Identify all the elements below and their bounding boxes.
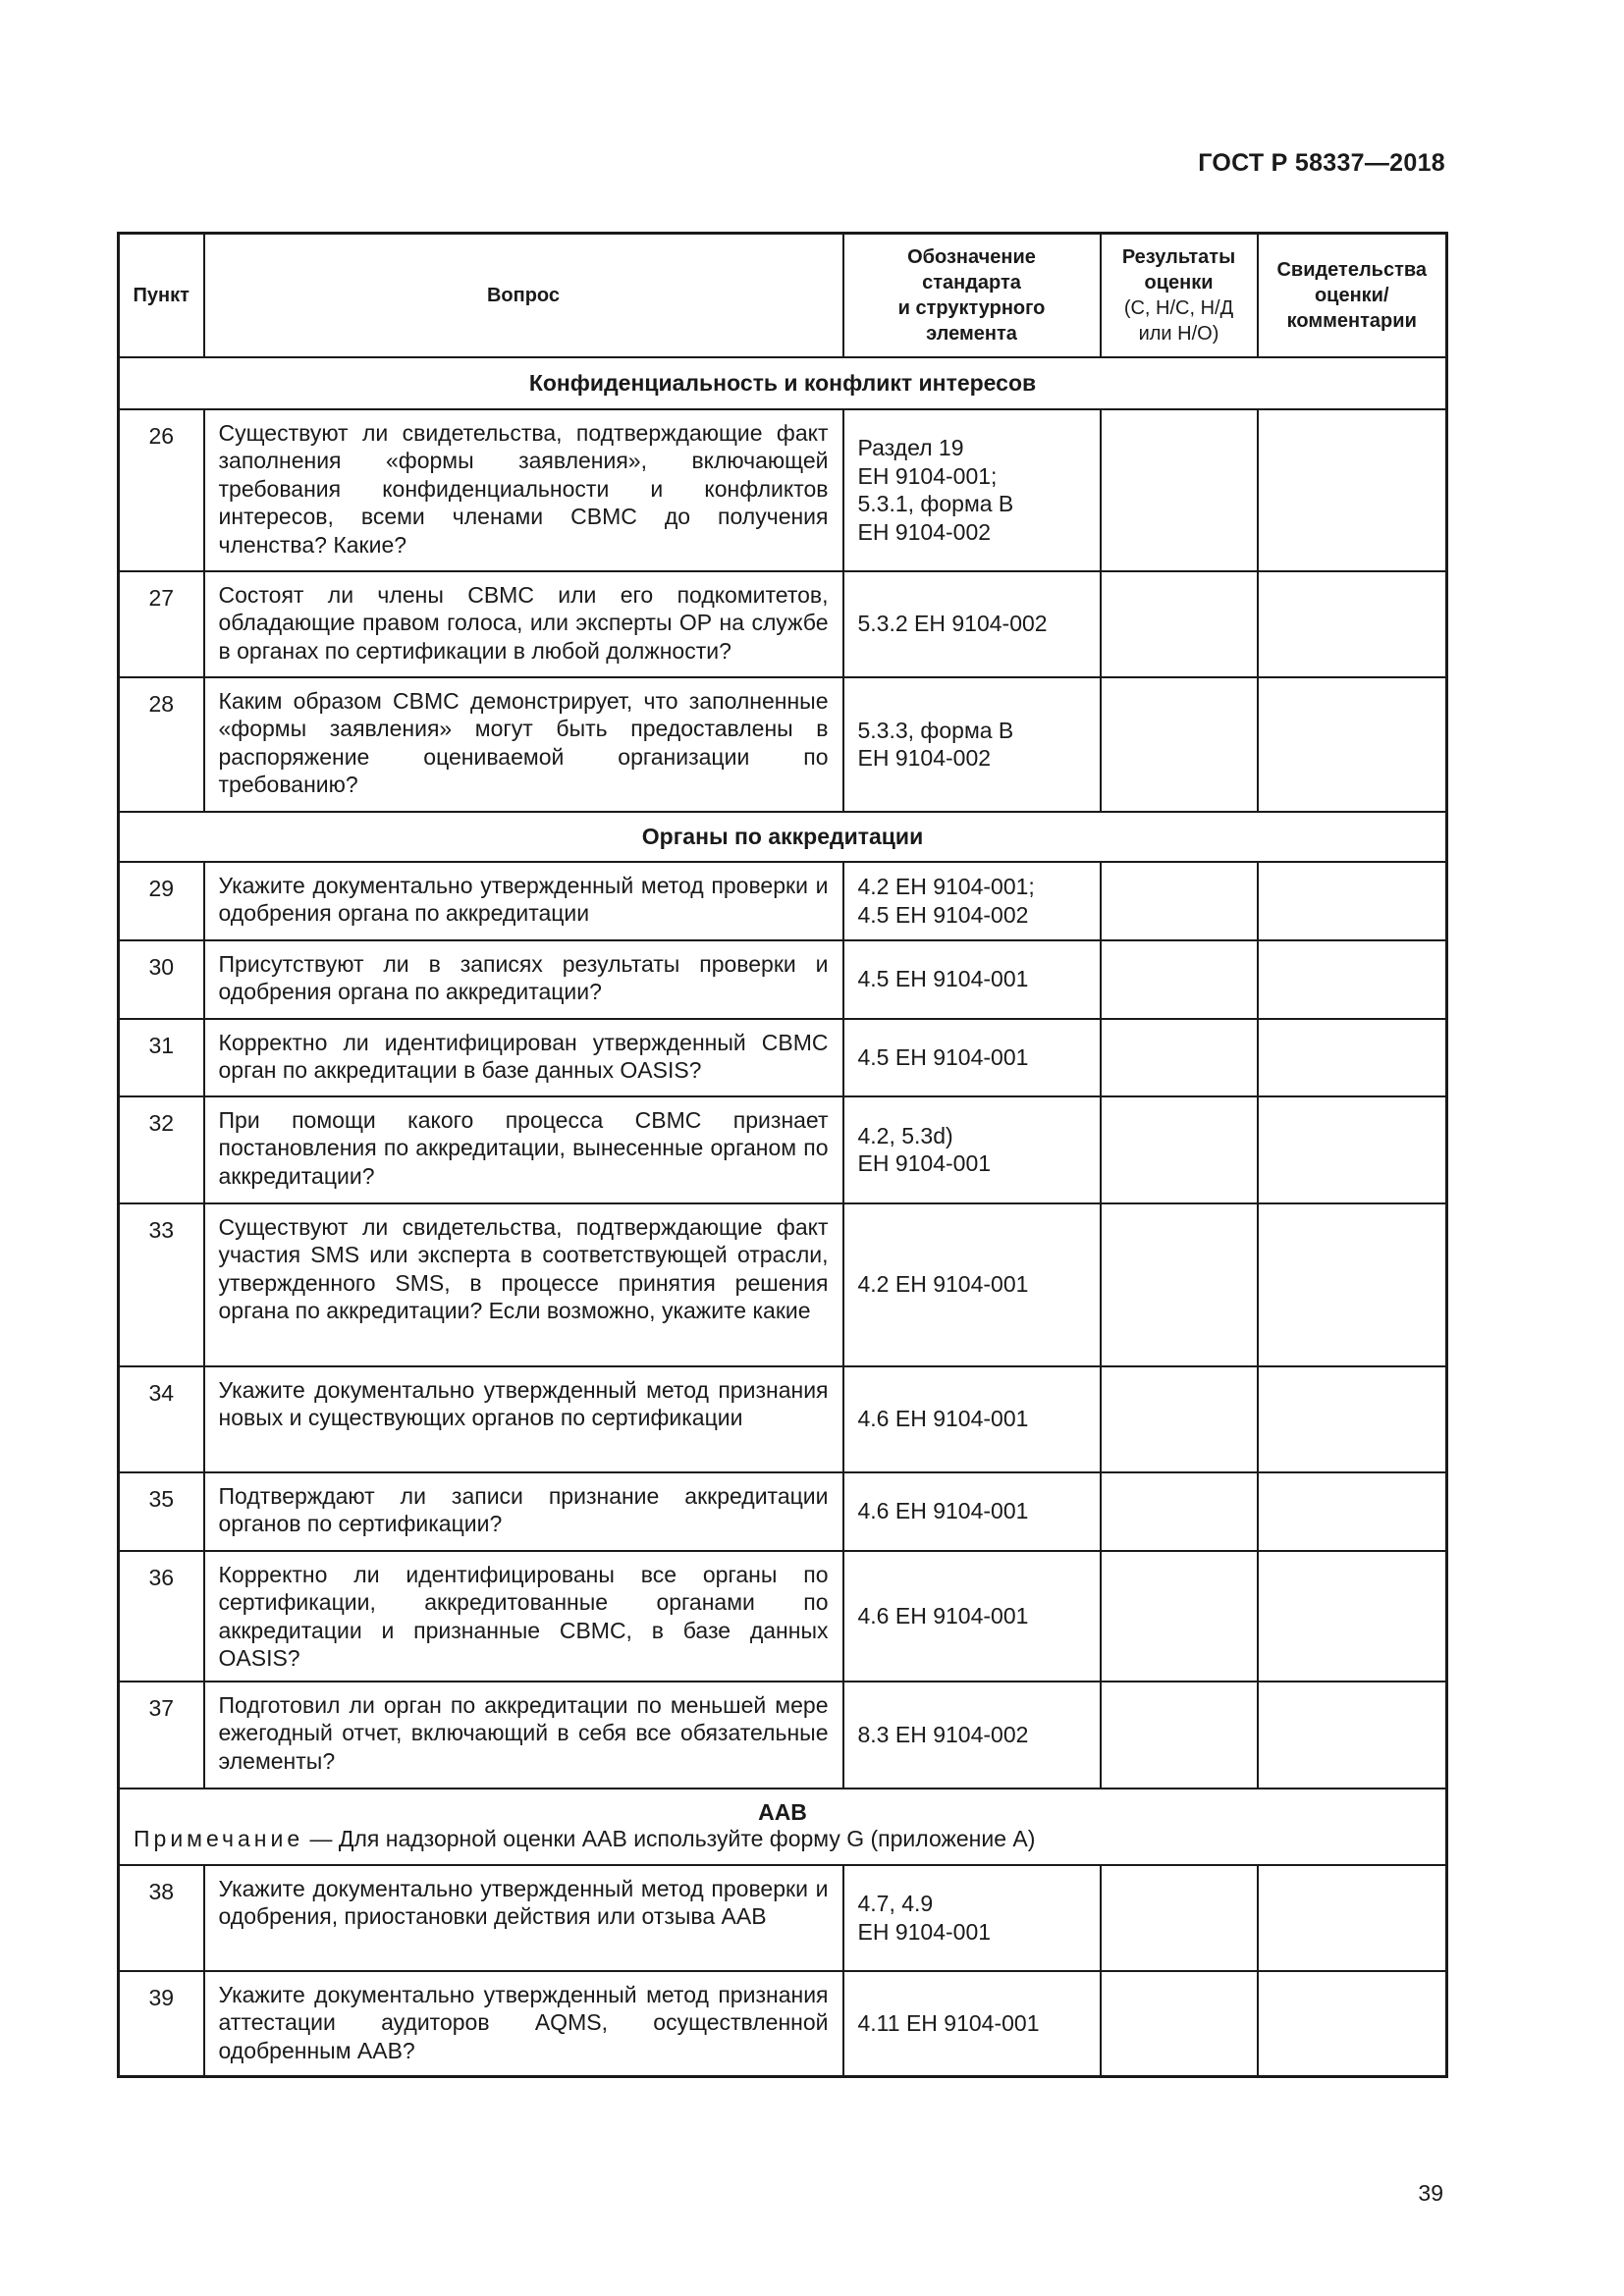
section-row-aab bbox=[119, 1789, 1447, 1865]
question-text: Существуют ли свидетельства, подтверждающие факт участия SMS или эксперта в соответствующей отрасли, утвержденного SMS, в процессе принятия решения органа по аккредитации? Если возможно, укажите какие bbox=[204, 1203, 843, 1366]
evidence-cell[interactable] bbox=[1258, 1865, 1447, 1971]
question-text: Укажите документально утвержденный метод проверки и одобрения органа по аккредитации bbox=[204, 862, 843, 940]
result-cell[interactable] bbox=[1101, 1096, 1258, 1203]
standard-ref: 5.3.2 ЕН 9104-002 bbox=[843, 571, 1101, 677]
item-number: 30 bbox=[119, 940, 204, 1019]
aab-note bbox=[120, 1826, 1445, 1864]
item-number: 38 bbox=[119, 1865, 204, 1971]
evidence-cell[interactable] bbox=[1258, 571, 1447, 677]
standard-ref: 4.6 ЕН 9104-001 bbox=[843, 1472, 1101, 1551]
col-header-standard: Обозначение стандарта и структурного элемента bbox=[843, 234, 1101, 357]
item-number: 31 bbox=[119, 1019, 204, 1096]
item-number: 36 bbox=[119, 1551, 204, 1682]
evidence-cell[interactable] bbox=[1258, 1551, 1447, 1682]
question-text: Каким образом СВМС демонстрирует, что заполненные «формы заявления» могут быть предоставлены в распоряжение оцениваемой организации по требованию? bbox=[204, 677, 843, 812]
evidence-cell[interactable] bbox=[1258, 677, 1447, 812]
item-number: 34 bbox=[119, 1366, 204, 1472]
item-number: 37 bbox=[119, 1682, 204, 1789]
section-aab bbox=[119, 1789, 1447, 1865]
standard-ref: 4.2 ЕН 9104-001; 4.5 ЕН 9104-002 bbox=[843, 862, 1101, 940]
table-row bbox=[119, 1019, 1447, 1096]
col-header-item: Пункт bbox=[119, 234, 204, 357]
standard-ref: 8.3 ЕН 9104-002 bbox=[843, 1682, 1101, 1789]
result-cell[interactable] bbox=[1101, 1971, 1258, 2077]
standard-ref: 4.11 ЕН 9104-001 bbox=[843, 1971, 1101, 2077]
result-cell[interactable] bbox=[1101, 1366, 1258, 1472]
question-text: Корректно ли идентифицированы все органы по сертификации, аккредитованные органами по аккредитации и признанные СВМС, в базе данных OASIS? bbox=[204, 1551, 843, 1682]
question-text: Укажите документально утвержденный метод признания новых и существующих органов по сертификации bbox=[204, 1366, 843, 1472]
evidence-cell[interactable] bbox=[1258, 409, 1447, 571]
section-title: ААВ bbox=[758, 1798, 807, 1825]
result-cell[interactable] bbox=[1101, 571, 1258, 677]
standard-ref: 4.7, 4.9 ЕН 9104-001 bbox=[843, 1865, 1101, 1971]
item-number: 39 bbox=[119, 1971, 204, 2077]
evidence-cell[interactable] bbox=[1258, 1682, 1447, 1789]
table-row bbox=[119, 1366, 1447, 1472]
question-text: Состоят ли члены СВМС или его подкомитетов, обладающие правом голоса, или эксперты ОР на службе в органах по сертификации в любой должности? bbox=[204, 571, 843, 677]
col-header-evidence: Свидетельства оценки/ комментарии bbox=[1258, 234, 1447, 357]
question-text: Укажите документально утвержденный метод признания аттестации аудиторов AQMS, осуществленной одобренным ААВ? bbox=[204, 1971, 843, 2077]
evidence-cell[interactable] bbox=[1258, 1366, 1447, 1472]
document-code: ГОСТ Р 58337—2018 bbox=[1198, 149, 1445, 177]
result-cell[interactable] bbox=[1101, 940, 1258, 1019]
standard-ref: 4.5 ЕН 9104-001 bbox=[843, 940, 1101, 1019]
evidence-cell[interactable] bbox=[1258, 1019, 1447, 1096]
table-row bbox=[119, 1682, 1447, 1789]
standard-ref: 4.6 ЕН 9104-001 bbox=[843, 1366, 1101, 1472]
item-number: 28 bbox=[119, 677, 204, 812]
result-cell[interactable] bbox=[1101, 1551, 1258, 1682]
evidence-cell[interactable] bbox=[1258, 1203, 1447, 1366]
question-text: Подтверждают ли записи признание аккредитации органов по сертификации? bbox=[204, 1472, 843, 1551]
item-number: 32 bbox=[119, 1096, 204, 1203]
standard-ref: 4.2 ЕН 9104-001 bbox=[843, 1203, 1101, 1366]
standard-ref: 4.6 ЕН 9104-001 bbox=[843, 1551, 1101, 1682]
result-cell[interactable] bbox=[1101, 862, 1258, 940]
table-header-row bbox=[119, 234, 1447, 357]
table-row bbox=[119, 1865, 1447, 1971]
item-number: 35 bbox=[119, 1472, 204, 1551]
table-row bbox=[119, 1551, 1447, 1682]
table-row bbox=[119, 862, 1447, 940]
evidence-cell[interactable] bbox=[1258, 940, 1447, 1019]
page-number: 39 bbox=[1418, 2180, 1443, 2206]
question-text: Присутствуют ли в записях результаты проверки и одобрения органа по аккредитации? bbox=[204, 940, 843, 1019]
item-number: 26 bbox=[119, 409, 204, 571]
evidence-cell[interactable] bbox=[1258, 1971, 1447, 2077]
section-title: Конфиденциальность и конфликт интересов bbox=[119, 357, 1447, 409]
evidence-cell[interactable] bbox=[1258, 1096, 1447, 1203]
col-header-results: Результаты оценки (С, Н/С, Н/Д или Н/О) bbox=[1101, 234, 1258, 357]
assessment-table bbox=[117, 232, 1448, 2078]
item-number: 27 bbox=[119, 571, 204, 677]
table-row bbox=[119, 571, 1447, 677]
question-text: При помощи какого процесса СВМС признает постановления по аккредитации, вынесенные органом по аккредитации? bbox=[204, 1096, 843, 1203]
table-row bbox=[119, 1203, 1447, 1366]
standard-ref: 4.5 ЕН 9104-001 bbox=[843, 1019, 1101, 1096]
item-number: 29 bbox=[119, 862, 204, 940]
question-text: Подготовил ли орган по аккредитации по меньшей мере ежегодный отчет, включающий в себя все обязательные элементы? bbox=[204, 1682, 843, 1789]
col-header-question: Вопрос bbox=[204, 234, 843, 357]
question-text: Существуют ли свидетельства, подтверждающие факт заполнения «формы заявления», включающей требования конфиденциальности и конфликтов интересов, всеми членами СВМС до получения членства? Какие? bbox=[204, 409, 843, 571]
standard-ref: 5.3.3, форма В ЕН 9104-002 bbox=[843, 677, 1101, 812]
evidence-cell[interactable] bbox=[1258, 1472, 1447, 1551]
question-text: Корректно ли идентифицирован утвержденный СВМС орган по аккредитации в базе данных OASIS? bbox=[204, 1019, 843, 1096]
result-cell[interactable] bbox=[1101, 1682, 1258, 1789]
note-label: Примечание bbox=[134, 1825, 304, 1851]
table-row bbox=[119, 677, 1447, 812]
result-cell[interactable] bbox=[1101, 409, 1258, 571]
result-cell[interactable] bbox=[1101, 1203, 1258, 1366]
standard-ref: 4.2, 5.3d) ЕН 9104-001 bbox=[843, 1096, 1101, 1203]
table-row bbox=[119, 1096, 1447, 1203]
item-number: 33 bbox=[119, 1203, 204, 1366]
result-cell[interactable] bbox=[1101, 1865, 1258, 1971]
note-text: — Для надзорной оценки AAB используйте форму G (приложение A) bbox=[303, 1825, 1036, 1851]
table-row bbox=[119, 1971, 1447, 2077]
result-cell[interactable] bbox=[1101, 1472, 1258, 1551]
result-cell[interactable] bbox=[1101, 1019, 1258, 1096]
section-title: Органы по аккредитации bbox=[119, 812, 1447, 862]
section-row-accreditation bbox=[119, 812, 1447, 862]
standard-ref: Раздел 19 ЕН 9104-001; 5.3.1, форма В ЕН 9104-002 bbox=[843, 409, 1101, 571]
question-text: Укажите документально утвержденный метод проверки и одобрения, приостановки действия или отзыва ААВ bbox=[204, 1865, 843, 1971]
result-cell[interactable] bbox=[1101, 677, 1258, 812]
table-row bbox=[119, 409, 1447, 571]
table-row bbox=[119, 940, 1447, 1019]
section-row-confidentiality bbox=[119, 357, 1447, 409]
table-row bbox=[119, 1472, 1447, 1551]
evidence-cell[interactable] bbox=[1258, 862, 1447, 940]
